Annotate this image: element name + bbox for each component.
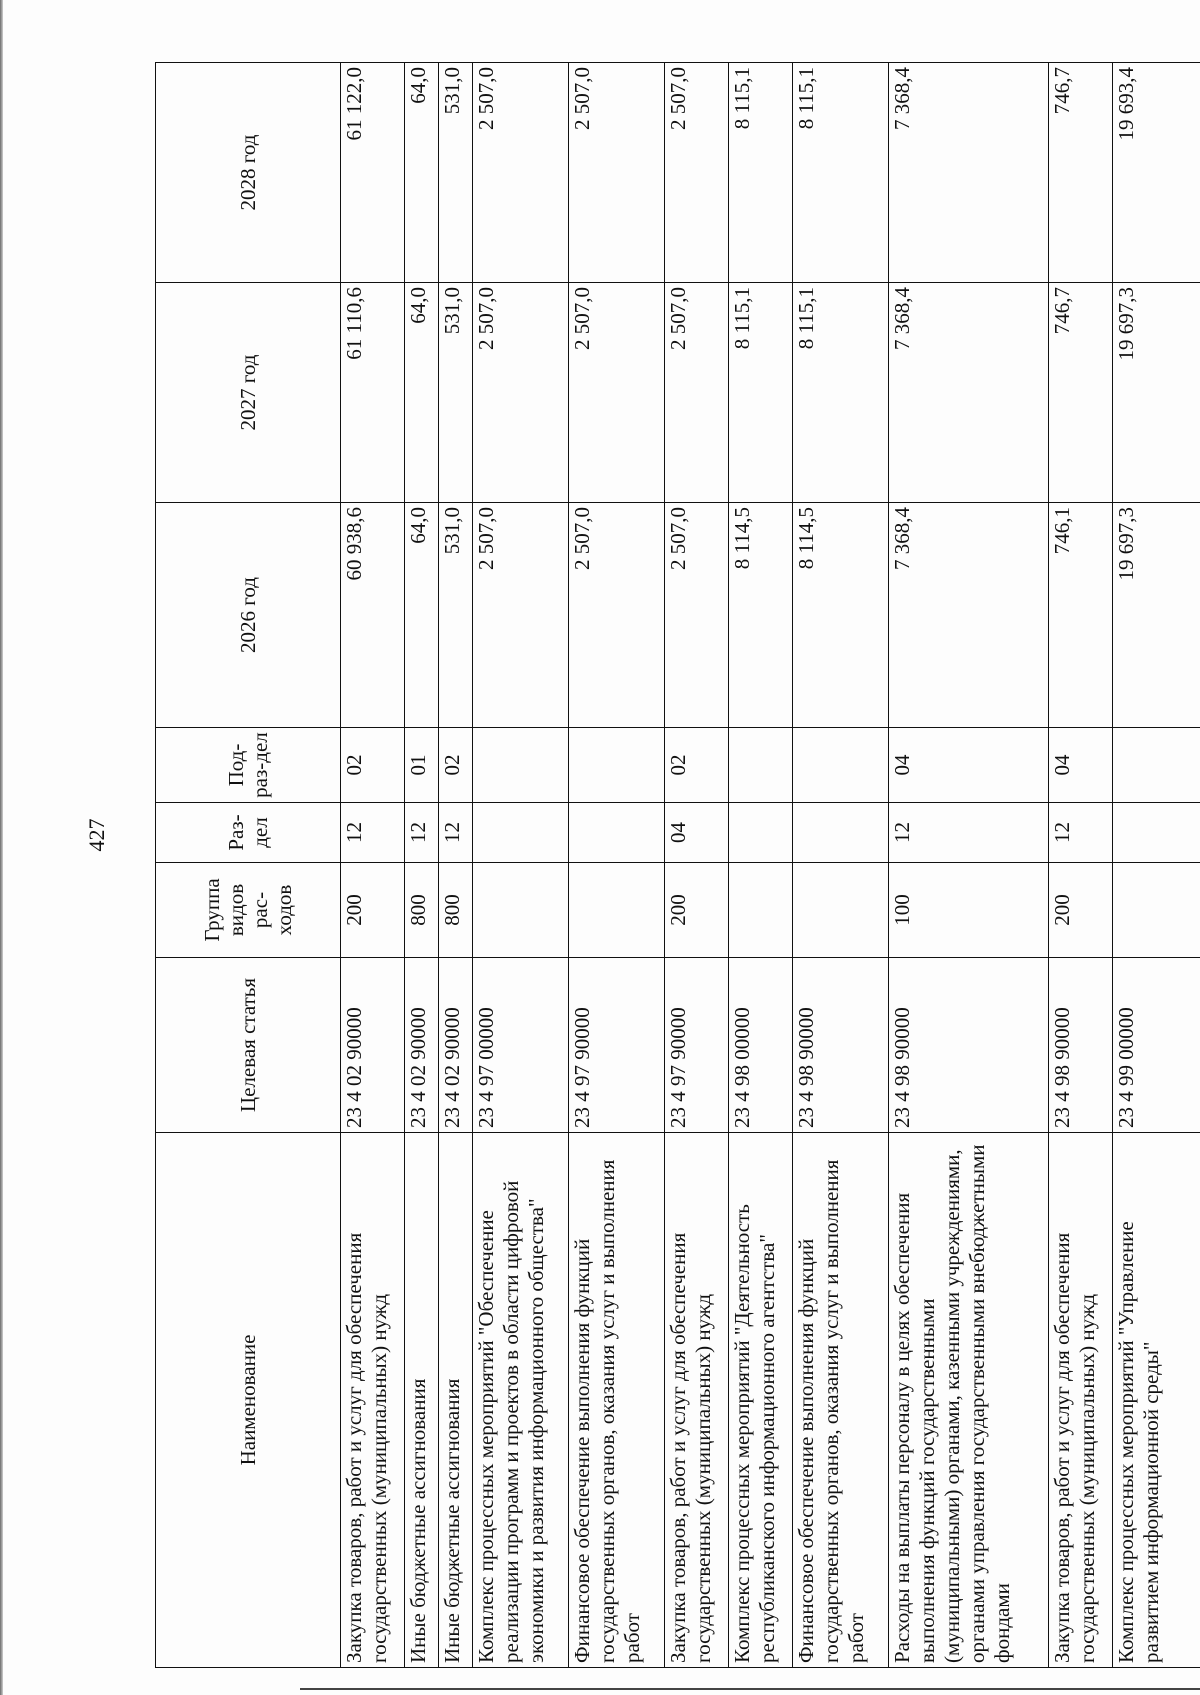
cell-y2026: 60 938,6 <box>341 503 405 728</box>
cell-y2026: 8 114,5 <box>729 503 793 728</box>
cell-y2027: 2 507,0 <box>569 283 665 503</box>
cell-section <box>473 803 569 863</box>
header-target: Целевая статья <box>156 958 341 1133</box>
scan-edge-bottom <box>300 1688 1200 1690</box>
cell-section: 12 <box>405 803 439 863</box>
cell-y2026: 19 697,3 <box>1113 503 1200 728</box>
cell-y2026: 64,0 <box>405 503 439 728</box>
cell-y2027: 2 507,0 <box>473 283 569 503</box>
cell-group: 200 <box>1049 863 1113 958</box>
cell-target: 23 4 98 90000 <box>1049 958 1113 1133</box>
page-number: 427 <box>84 818 109 852</box>
cell-y2027: 19 697,3 <box>1113 283 1200 503</box>
cell-target: 23 4 98 00000 <box>729 958 793 1133</box>
cell-name: Финансовое обеспечение выполнения функций государственных органов, оказания услуг и выполнения работ <box>793 1133 889 1668</box>
cell-y2028: 2 507,0 <box>473 63 569 283</box>
cell-section: 12 <box>439 803 473 863</box>
cell-y2028: 2 507,0 <box>569 63 665 283</box>
cell-y2027: 8 115,1 <box>729 283 793 503</box>
table-row <box>665 63 729 1668</box>
table-row <box>405 63 439 1668</box>
cell-y2026: 746,1 <box>1049 503 1113 728</box>
cell-section: 12 <box>1049 803 1113 863</box>
cell-name: Иные бюджетные ассигнования <box>439 1133 473 1668</box>
cell-subsection: 01 <box>405 728 439 803</box>
table-row <box>473 63 569 1668</box>
cell-group <box>1113 863 1200 958</box>
cell-y2026: 8 114,5 <box>793 503 889 728</box>
table-row <box>439 63 473 1668</box>
cell-group: 800 <box>405 863 439 958</box>
cell-section: 12 <box>889 803 1049 863</box>
cell-y2028: 64,0 <box>405 63 439 283</box>
cell-y2028: 2 507,0 <box>665 63 729 283</box>
cell-name: Комплекс процессных мероприятий "Управление развитием информационной среды" <box>1113 1133 1200 1668</box>
cell-y2027: 2 507,0 <box>665 283 729 503</box>
cell-subsection: 02 <box>341 728 405 803</box>
budget-table <box>155 62 1200 1668</box>
cell-y2028: 7 368,4 <box>889 63 1049 283</box>
cell-group <box>473 863 569 958</box>
cell-subsection <box>569 728 665 803</box>
cell-target: 23 4 02 90000 <box>439 958 473 1133</box>
cell-y2026: 531,0 <box>439 503 473 728</box>
cell-y2026: 7 368,4 <box>889 503 1049 728</box>
cell-group <box>569 863 665 958</box>
cell-group: 200 <box>341 863 405 958</box>
cell-section: 04 <box>665 803 729 863</box>
header-subsection: Под-раз-дел <box>156 728 341 803</box>
cell-section <box>569 803 665 863</box>
cell-y2027: 7 368,4 <box>889 283 1049 503</box>
cell-y2027: 64,0 <box>405 283 439 503</box>
cell-subsection <box>1113 728 1200 803</box>
table-row <box>1049 63 1113 1668</box>
cell-subsection: 02 <box>665 728 729 803</box>
cell-subsection: 02 <box>439 728 473 803</box>
table-row <box>1113 63 1200 1668</box>
header-section: Раз-дел <box>156 803 341 863</box>
table-row <box>729 63 793 1668</box>
cell-target: 23 4 97 00000 <box>473 958 569 1133</box>
header-2027: 2027 год <box>156 283 341 503</box>
cell-name: Закупка товаров, работ и услуг для обеспечения государственных (муниципальных) нужд <box>341 1133 405 1668</box>
cell-y2028: 531,0 <box>439 63 473 283</box>
cell-target: 23 4 02 90000 <box>405 958 439 1133</box>
cell-section <box>1113 803 1200 863</box>
cell-section <box>729 803 793 863</box>
header-2028: 2028 год <box>156 63 341 283</box>
cell-subsection: 04 <box>889 728 1049 803</box>
header-row <box>156 63 341 1668</box>
cell-group: 800 <box>439 863 473 958</box>
cell-target: 23 4 97 90000 <box>569 958 665 1133</box>
cell-y2027: 61 110,6 <box>341 283 405 503</box>
cell-y2027: 746,7 <box>1049 283 1113 503</box>
cell-y2028: 19 693,4 <box>1113 63 1200 283</box>
cell-y2028: 61 122,0 <box>341 63 405 283</box>
cell-y2027: 8 115,1 <box>793 283 889 503</box>
table-row <box>793 63 889 1668</box>
table-row <box>569 63 665 1668</box>
cell-name: Комплекс процессных мероприятий "Деятельность республиканского информационного агентства" <box>729 1133 793 1668</box>
cell-group <box>793 863 889 958</box>
header-group: Группа видов рас-ходов <box>156 863 341 958</box>
cell-subsection <box>473 728 569 803</box>
cell-group: 100 <box>889 863 1049 958</box>
cell-group: 200 <box>665 863 729 958</box>
cell-y2027: 531,0 <box>439 283 473 503</box>
cell-y2028: 8 115,1 <box>729 63 793 283</box>
cell-y2028: 746,7 <box>1049 63 1113 283</box>
cell-y2026: 2 507,0 <box>569 503 665 728</box>
cell-y2026: 2 507,0 <box>665 503 729 728</box>
cell-name: Закупка товаров, работ и услуг для обеспечения государственных (муниципальных) нужд <box>1049 1133 1113 1668</box>
cell-target: 23 4 02 90000 <box>341 958 405 1133</box>
cell-subsection <box>793 728 889 803</box>
cell-name: Финансовое обеспечение выполнения функций государственных органов, оказания услуг и выполнения работ <box>569 1133 665 1668</box>
scan-edge-left <box>0 0 3 1695</box>
cell-y2028: 8 115,1 <box>793 63 889 283</box>
cell-name: Комплекс процессных мероприятий "Обеспечение реализации программ и проектов в области цифровой экономики и развития информационного общества" <box>473 1133 569 1668</box>
table-row <box>889 63 1049 1668</box>
rotated-table-container <box>155 63 1200 1668</box>
table-body <box>341 63 1200 1668</box>
cell-target: 23 4 99 00000 <box>1113 958 1200 1133</box>
cell-group <box>729 863 793 958</box>
cell-subsection <box>729 728 793 803</box>
cell-target: 23 4 98 90000 <box>889 958 1049 1133</box>
cell-section <box>793 803 889 863</box>
cell-name: Расходы на выплаты персоналу в целях обеспечения выполнения функций государственными (муниципальными) органами, казенными учреждениями, органами управления государственными внебюджетными фондами <box>889 1133 1049 1668</box>
header-name: Наименование <box>156 1133 341 1668</box>
cell-target: 23 4 97 90000 <box>665 958 729 1133</box>
cell-y2026: 2 507,0 <box>473 503 569 728</box>
cell-subsection: 04 <box>1049 728 1113 803</box>
cell-name: Закупка товаров, работ и услуг для обеспечения государственных (муниципальных) нужд <box>665 1133 729 1668</box>
header-2026: 2026 год <box>156 503 341 728</box>
cell-section: 12 <box>341 803 405 863</box>
table-row <box>341 63 405 1668</box>
cell-name: Иные бюджетные ассигнования <box>405 1133 439 1668</box>
cell-target: 23 4 98 90000 <box>793 958 889 1133</box>
